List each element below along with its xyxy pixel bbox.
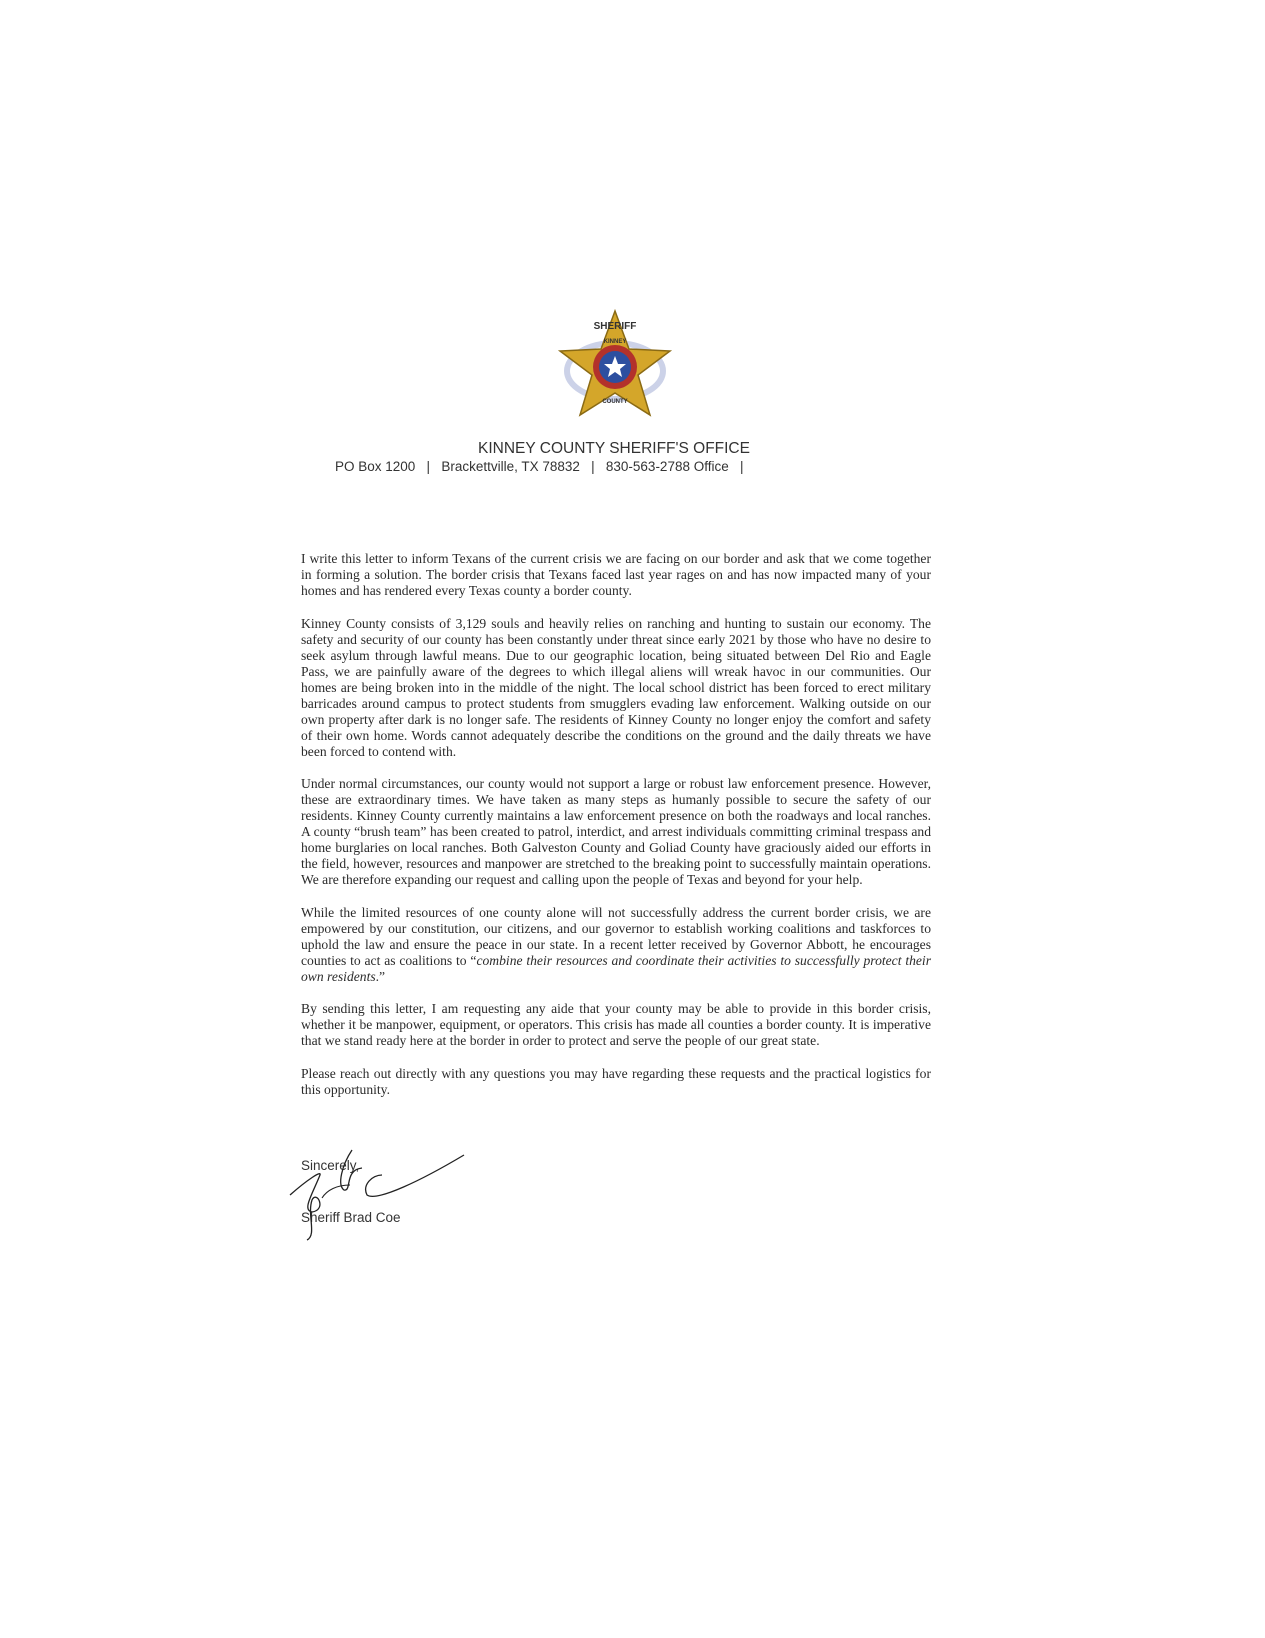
quote-tail: .” <box>375 968 386 984</box>
svg-text:COUNTY: COUNTY <box>602 399 628 405</box>
signer-name: Sheriff Brad Coe <box>301 1210 401 1225</box>
paragraph-contact: Please reach out directly with any questions you may have regarding these requests and the practical logistics for this opportunity. <box>301 1065 931 1097</box>
sheriff-badge-logo <box>550 303 680 428</box>
handwritten-signature <box>282 1140 472 1245</box>
closing-salutation: Sincerely, <box>301 1158 360 1173</box>
governor-quote: combine their resources and coordinate their activities to successfully protect their own residents <box>301 952 931 984</box>
svg-text:KINNEY: KINNEY <box>603 339 627 345</box>
office-title: KINNEY COUNTY SHERIFF'S OFFICE <box>478 440 750 457</box>
paragraph-request: By sending this letter, I am requesting any aide that your county may be able to provide in this border crisis, whether it be manpower, equipment, or operators. This crisis has made all counties a border county. It is imperative that we stand ready here at the border in order to protect and serve the people of our great state. <box>301 1001 931 1048</box>
office-address: PO Box 1200 | Brackettville, TX 78832 | 830-563-2788 Office | <box>335 459 744 474</box>
paragraph-intro: I write this letter to inform Texans of the current crisis we are facing on our border and ask that we come together in forming a solution. The border crisis that Texans faced last year rages on and has now impacted many of your homes and has rendered every Texas county a border county. <box>301 551 931 598</box>
svg-text:SHERIFF: SHERIFF <box>593 321 637 332</box>
paragraph-governor-quote <box>301 905 931 985</box>
paragraph-enforcement: Under normal circumstances, our county would not support a large or robust law enforcement presence. However, these are extraordinary times. We have taken as many steps as humanly possible to secure the safety of our residents. Kinney County currently maintains a law enforcement presence on both the roadways and local ranches. A county “brush team” has been created to patrol, interdict, and arrest individuals committing criminal trespass and home burglaries on local ranches. Both Galveston County and Goliad County have graciously aided our efforts in the field, however, resources and manpower are stretched to the breaking point to successfully maintain operations. We are therefore expanding our request and calling upon the people of Texas and beyond for your help. <box>301 776 931 887</box>
letter-body <box>301 551 931 1114</box>
quote-lead: While the limited resources of one county alone will not successfully address the current border crisis, we are empowered by our constitution, our citizens, and our governor to establish working coalitions and taskforces to uphold the law and ensure the peace in our state. In a recent letter received by Governor Abbott, he encourages counties to act as coalitions to “ <box>301 904 931 968</box>
paragraph-county-situation: Kinney County consists of 3,129 souls and heavily relies on ranching and hunting to sustain our economy. The safety and security of our county has been constantly under threat since early 2021 by those who have no desire to seek asylum through lawful means. Due to our geographic location, being situated between Del Rio and Eagle Pass, we are painfully aware of the degrees to which illegal aliens will wreak havoc in our communities. Our homes are being broken into in the middle of the night. The local school district has been forced to erect military barricades around campus to protect students from smugglers evading law enforcement. Walking outside on our own property after dark is no longer safe. The residents of Kinney County no longer enjoy the comfort and safety of their own home. Words cannot adequately describe the conditions on the ground and the daily threats we have been forced to contend with. <box>301 615 931 759</box>
